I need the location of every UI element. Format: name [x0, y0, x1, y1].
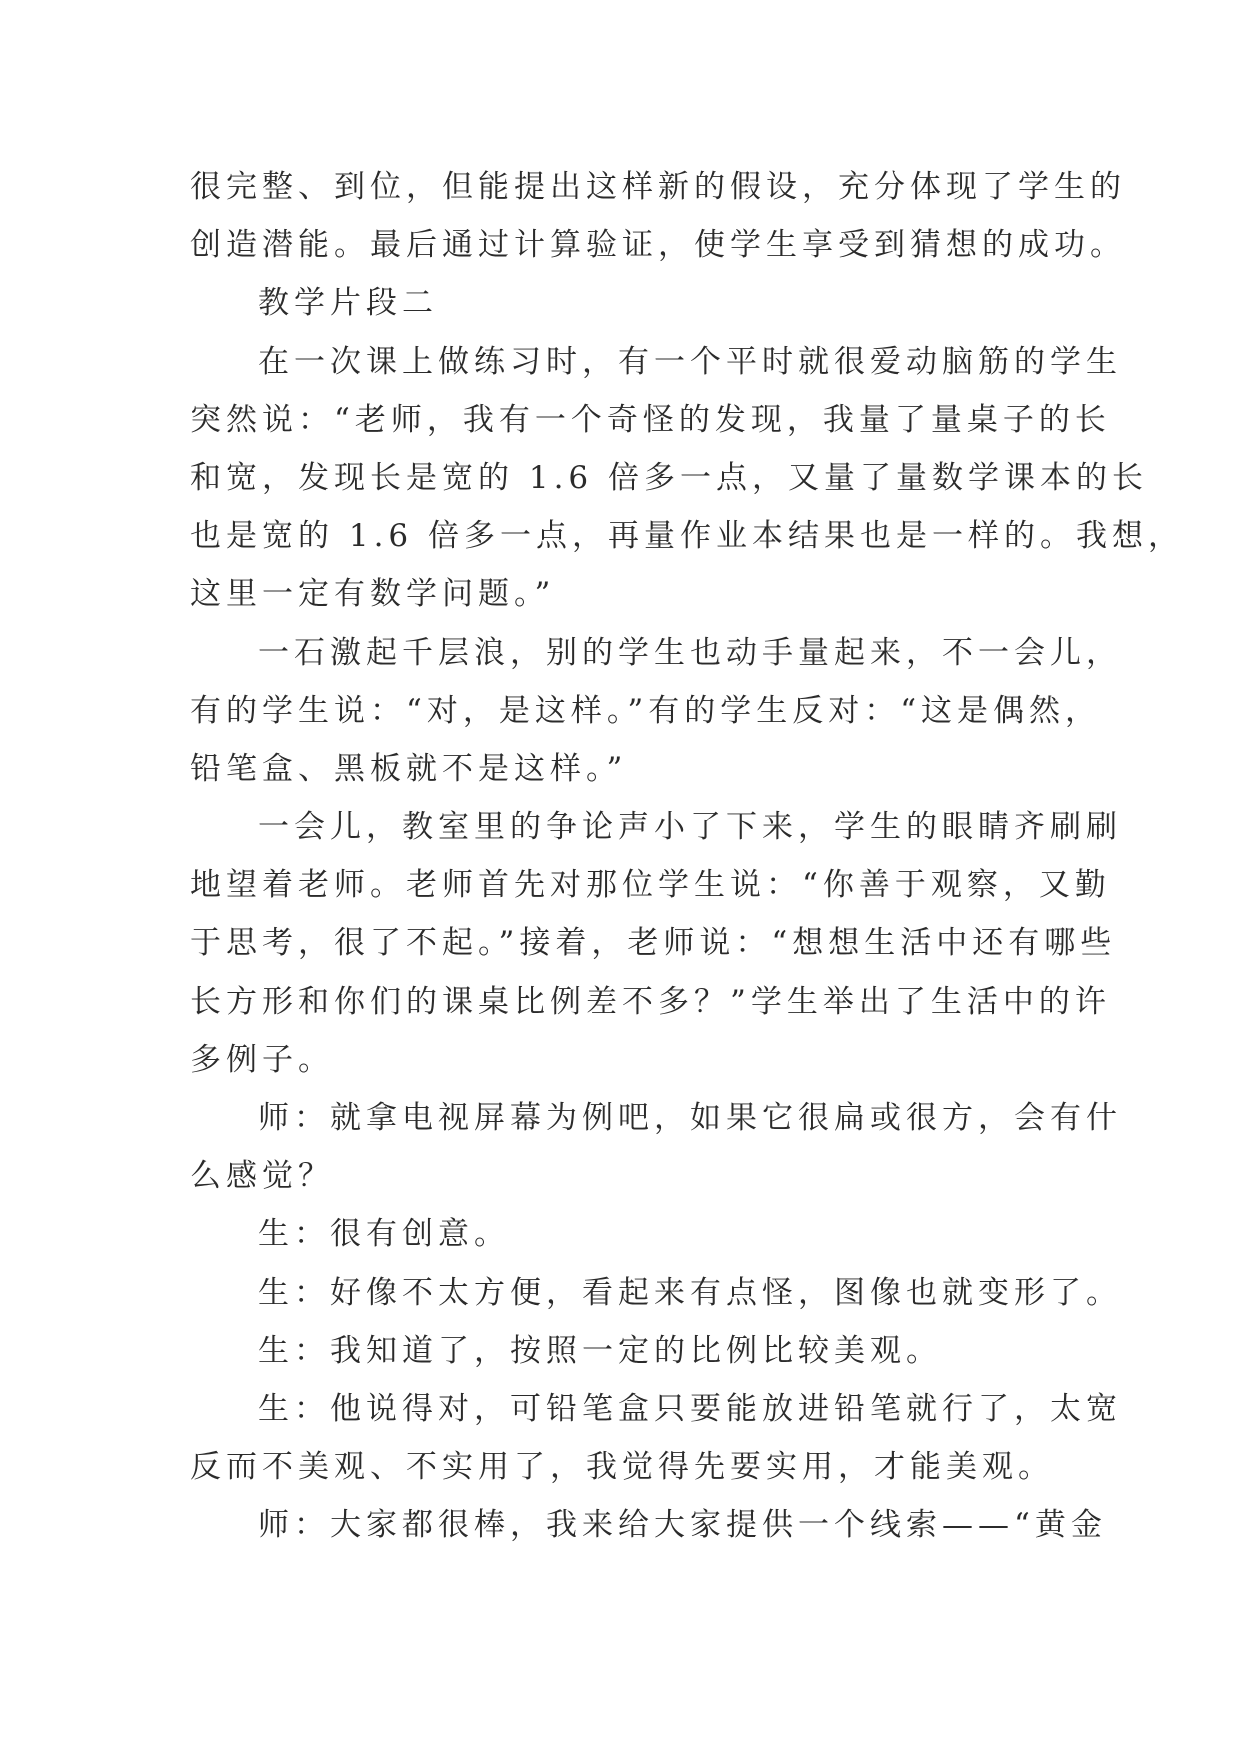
- text-line: 师：就拿电视屏幕为例吧，如果它很扁或很方，会有什: [258, 1100, 1122, 1136]
- text-line: 于思考，很了不起。”接着，老师说：“想想生活中还有哪些: [190, 925, 1117, 962]
- text-line: 生：他说得对，可铅笔盒只要能放进铅笔就行了，太宽: [258, 1390, 1122, 1427]
- text-line: 么感觉？: [190, 1158, 334, 1195]
- text-line: 长方形和你们的课桌比例差不多？”学生举出了生活中的许: [190, 983, 1111, 1020]
- text-line: 反而不美观、不实用了，我觉得先要实用，才能美观。: [190, 1449, 1054, 1486]
- text-line: 在一次课上做练习时，有一个平时就很爱动脑筋的学生: [258, 343, 1122, 380]
- section-heading: 教学片段二: [258, 285, 438, 322]
- text-line: 突然说：“老师，我有一个奇怪的发现，我量了量桌子的长: [190, 401, 1111, 438]
- text-line: 生：很有创意。: [258, 1216, 510, 1253]
- text-line: 创造潜能。最后通过计算验证，使学生享受到猜想的成功。: [190, 227, 1126, 264]
- text-line: 多例子。: [190, 1041, 334, 1078]
- text-line: 和宽，发现长是宽的 1.6 倍多一点，又量了量数学课本的长: [190, 459, 1149, 496]
- text-line: 也是宽的 1.6 倍多一点，再量作业本结果也是一样的。我想，: [190, 518, 1185, 555]
- text-line: 一石激起千层浪，别的学生也动手量起来，不一会儿，: [258, 634, 1122, 671]
- text-line: 生：好像不太方便，看起来有点怪，图像也就变形了。: [258, 1274, 1122, 1311]
- text-line: 师：大家都很棒，我来给大家提供一个线索——“黄金: [258, 1507, 1107, 1544]
- text-line: 很完整、到位，但能提出这样新的假设，充分体现了学生的: [190, 169, 1126, 205]
- text-line: 一会儿，教室里的争论声小了下来，学生的眼睛齐刷刷: [258, 809, 1122, 846]
- text-line: 生：我知道了，按照一定的比例比较美观。: [258, 1332, 942, 1369]
- text-line: 这里一定有数学问题。”: [190, 576, 556, 613]
- body-text: [190, 158, 1185, 1555]
- text-line: 地望着老师。老师首先对那位学生说：“你善于观察，又勤: [190, 867, 1111, 904]
- text-line: 铅笔盒、黑板就不是这样。”: [190, 750, 628, 787]
- text-line: 有的学生说：“对，是这样。”有的学生反对：“这是偶然，: [190, 692, 1102, 729]
